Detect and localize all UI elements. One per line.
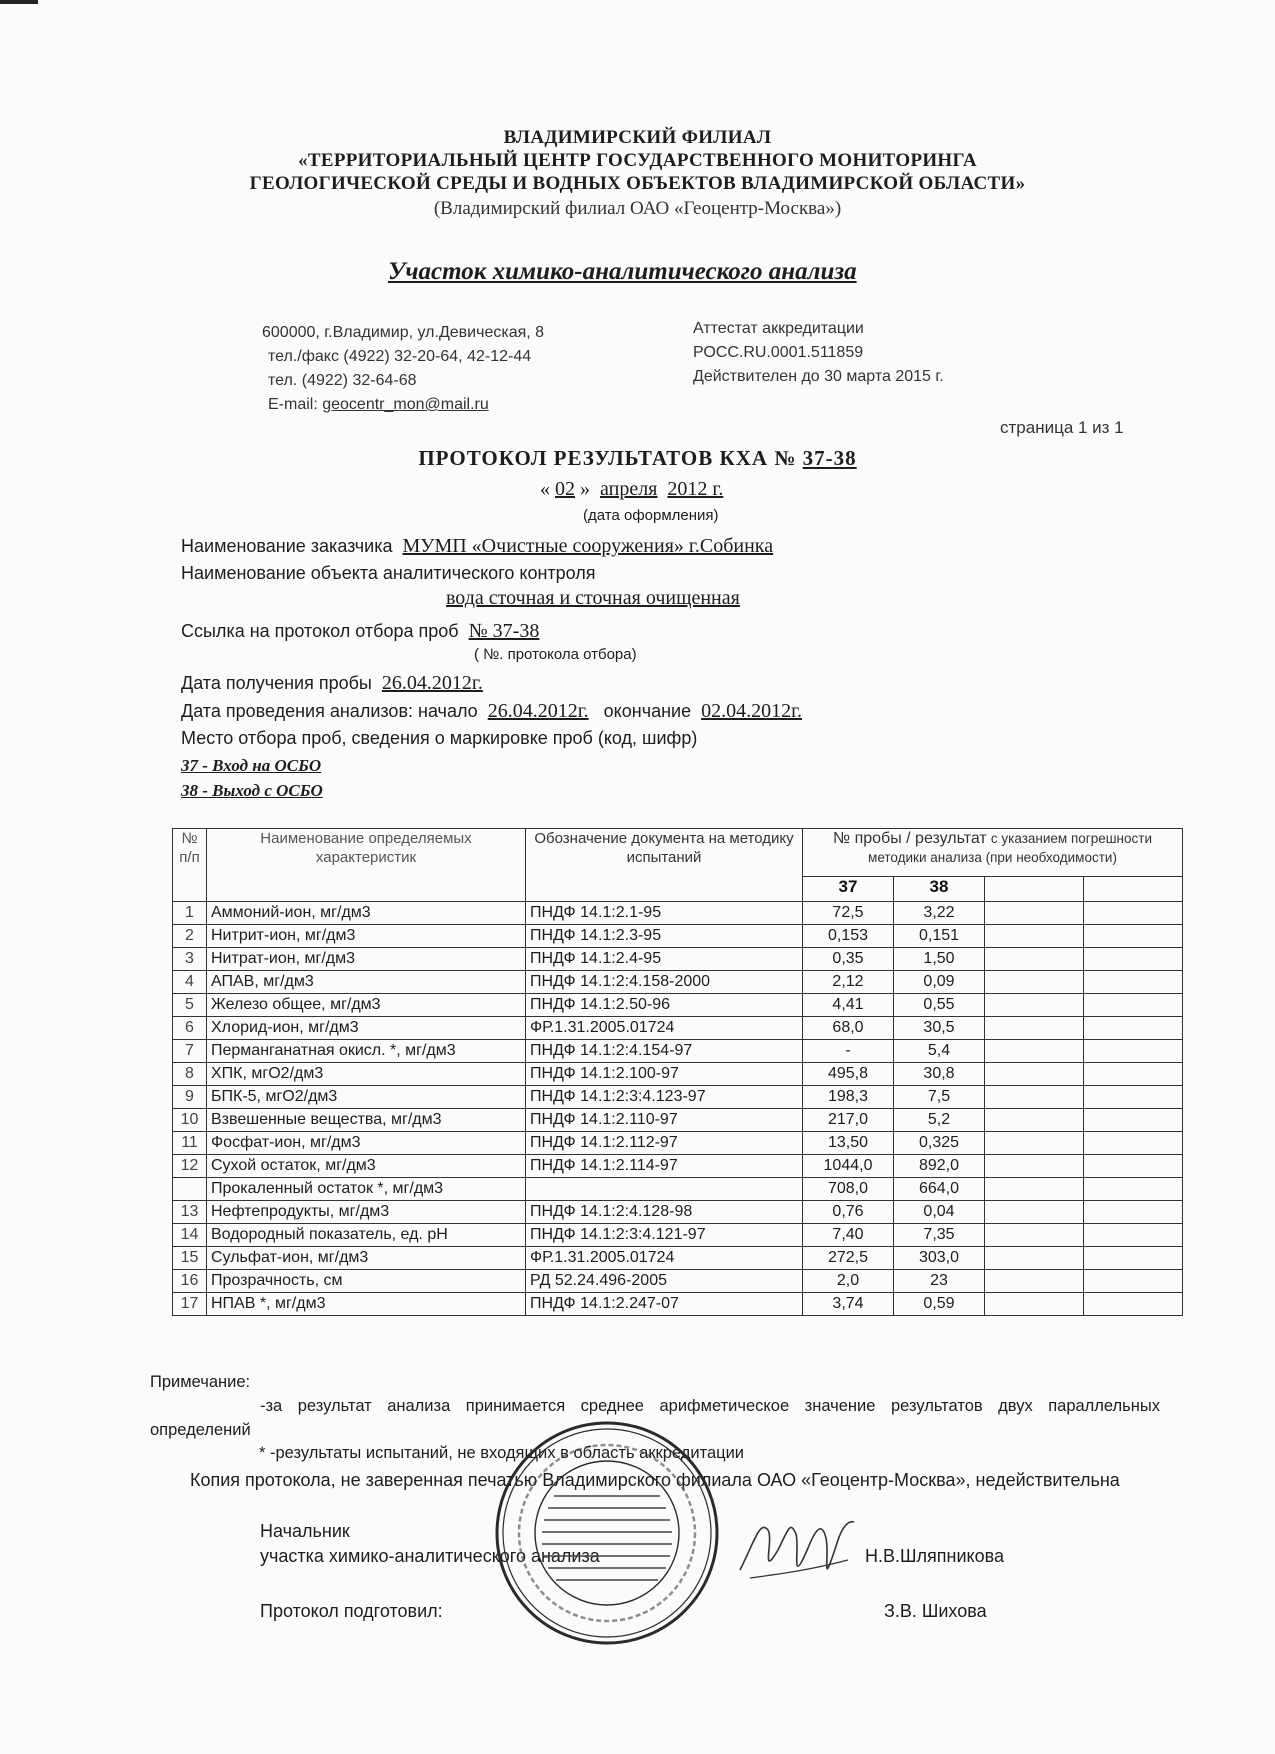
row-empty-2 [1084, 925, 1183, 948]
row-empty-2 [1084, 1155, 1183, 1178]
address-line-1: 600000, г.Владимир, ул.Девическая, 8 [262, 324, 545, 341]
row-empty-2 [1084, 902, 1183, 925]
row-empty-2 [1084, 1040, 1183, 1063]
row-method-doc: ПНДФ 14.1:2.247-07 [526, 1293, 803, 1316]
row-result-37: 72,5 [803, 902, 894, 925]
row-number [173, 1178, 207, 1201]
row-result-38: 303,0 [894, 1247, 985, 1270]
customer-row [181, 535, 773, 558]
row-result-37: 0,153 [803, 925, 894, 948]
row-empty-2 [1084, 948, 1183, 971]
table-row [173, 971, 1183, 994]
customer-label: Наименование заказчика [181, 536, 393, 556]
row-empty-2 [1084, 1017, 1183, 1040]
signature-mark [730, 1500, 860, 1610]
address-line-3: тел. (4922) 32-64-68 [268, 372, 417, 389]
row-method-doc: ПНДФ 14.1:2:3:4.121-97 [526, 1224, 803, 1247]
note-2: * -результаты испытаний, не входящих в область аккредитации [259, 1444, 745, 1462]
row-characteristic: Нефтепродукты, мг/дм3 [207, 1201, 526, 1224]
row-result-38: 23 [894, 1270, 985, 1293]
date-month: апреля [600, 478, 658, 500]
row-characteristic: Прозрачность, см [207, 1270, 526, 1293]
prepared-label: Протокол подготовил: [260, 1601, 443, 1621]
row-result-37: 4,41 [803, 994, 894, 1017]
table-row [173, 1017, 1183, 1040]
table-row [173, 1063, 1183, 1086]
table-row [173, 1109, 1183, 1132]
org-header-line-2: «ТЕРРИТОРИАЛЬНЫЙ ЦЕНТР ГОСУДАРСТВЕННОГО МОНИТОРИНГА [298, 150, 977, 171]
object-label: Наименование объекта аналитического контроля [181, 563, 596, 583]
row-method-doc: ФР.1.31.2005.01724 [526, 1017, 803, 1040]
received-row [181, 672, 483, 695]
row-number: 15 [173, 1247, 207, 1270]
note-1: -за результат анализа принимается среднее арифметическое значение результатов двух параллельных определений [150, 1397, 1160, 1439]
row-number: 4 [173, 971, 207, 994]
row-empty-1 [985, 1201, 1084, 1224]
address-line-2: тел./факс (4922) 32-20-64, 42-12-44 [268, 348, 532, 365]
row-method-doc: ПНДФ 14.1:2.100-97 [526, 1063, 803, 1086]
row-result-38: 0,04 [894, 1201, 985, 1224]
head-name: Н.В.Шляпникова [865, 1546, 1004, 1566]
row-method-doc: ПНДФ 14.1:2:4.128-98 [526, 1201, 803, 1224]
row-characteristic: Нитрит-ион, мг/дм3 [207, 925, 526, 948]
row-result-37: 3,74 [803, 1293, 894, 1316]
row-result-37: 7,40 [803, 1224, 894, 1247]
row-empty-2 [1084, 1270, 1183, 1293]
row-result-37: 0,76 [803, 1201, 894, 1224]
email-line [268, 396, 489, 414]
row-number: 6 [173, 1017, 207, 1040]
table-row [173, 1155, 1183, 1178]
row-empty-1 [985, 1224, 1084, 1247]
email-label: E-mail: [268, 396, 318, 413]
date-quote-open: « [540, 478, 550, 500]
row-characteristic: Нитрат-ион, мг/дм3 [207, 948, 526, 971]
row-method-doc [526, 1178, 803, 1201]
table-row [173, 925, 1183, 948]
row-result-37: 68,0 [803, 1017, 894, 1040]
row-empty-2 [1084, 1224, 1183, 1247]
head-title-2: участка химико-аналитического анализа [260, 1546, 600, 1566]
section-title: Участок химико-аналитического анализа [388, 258, 857, 285]
row-result-37: 2,0 [803, 1270, 894, 1293]
analysis-end-label: окончание [603, 701, 692, 721]
table-row [173, 1086, 1183, 1109]
row-empty-1 [985, 1086, 1084, 1109]
row-characteristic: Фосфат-ион, мг/дм3 [207, 1132, 526, 1155]
row-empty-1 [985, 971, 1084, 994]
analysis-label: Дата проведения анализов: начало [181, 701, 478, 721]
row-number: 16 [173, 1270, 207, 1293]
row-empty-2 [1084, 994, 1183, 1017]
row-characteristic: Взвешенные вещества, мг/дм3 [207, 1109, 526, 1132]
analysis-dates-row [181, 700, 802, 723]
row-result-38: 30,5 [894, 1017, 985, 1040]
row-method-doc: ПНДФ 14.1:2.110-97 [526, 1109, 803, 1132]
row-result-37: 495,8 [803, 1063, 894, 1086]
row-empty-2 [1084, 971, 1183, 994]
row-number: 8 [173, 1063, 207, 1086]
org-header-line-1: ВЛАДИМИРСКИЙ ФИЛИАЛ [503, 127, 772, 148]
row-empty-2 [1084, 1132, 1183, 1155]
row-characteristic: Прокаленный остаток *, мг/дм3 [207, 1178, 526, 1201]
row-method-doc: ПНДФ 14.1:2:4.154-97 [526, 1040, 803, 1063]
row-empty-1 [985, 994, 1084, 1017]
table-row [173, 902, 1183, 925]
row-empty-2 [1084, 1201, 1183, 1224]
table-row [173, 1247, 1183, 1270]
row-characteristic: ХПК, мгО2/дм3 [207, 1063, 526, 1086]
table-row [173, 1293, 1183, 1316]
row-result-38: 3,22 [894, 902, 985, 925]
accreditation-line-2: РОСС.RU.0001.511859 [693, 344, 864, 361]
row-empty-1 [985, 1155, 1084, 1178]
table-header-row [173, 829, 1183, 877]
table-row [173, 1178, 1183, 1201]
header-sample-38: 38 [894, 877, 985, 902]
protocol-title-text: ПРОТОКОЛ РЕЗУЛЬТАТОВ КХА № [418, 446, 797, 470]
row-result-37: 217,0 [803, 1109, 894, 1132]
sampling-ref-label: Ссылка на протокол отбора проб [181, 621, 459, 641]
received-value: 26.04.2012г. [381, 672, 483, 694]
row-number: 11 [173, 1132, 207, 1155]
row-method-doc: ПНДФ 14.1:2.3-95 [526, 925, 803, 948]
row-characteristic: Перманганатная окисл. *, мг/дм3 [207, 1040, 526, 1063]
customer-value: МУМП «Очистные сооружения» г.Собинка [402, 535, 774, 557]
row-method-doc: ПНДФ 14.1:2.114-97 [526, 1155, 803, 1178]
date-quote-close: » [580, 478, 590, 500]
header-name: Наименование определяемых характеристик [207, 829, 526, 902]
row-empty-1 [985, 1247, 1084, 1270]
row-characteristic: НПАВ *, мг/дм3 [207, 1293, 526, 1316]
row-empty-1 [985, 1040, 1084, 1063]
place-item-1: 37 - Вход на ОСБО [181, 756, 322, 775]
date-caption: (дата оформления) [583, 507, 719, 524]
row-empty-2 [1084, 1178, 1183, 1201]
date-year: 2012 г. [667, 478, 724, 500]
notes-label: Примечание: [150, 1373, 251, 1391]
row-number: 14 [173, 1224, 207, 1247]
row-number: 7 [173, 1040, 207, 1063]
header-results-prefix: № пробы / результат [832, 830, 987, 847]
row-characteristic: АПАВ, мг/дм3 [207, 971, 526, 994]
row-result-38: 0,09 [894, 971, 985, 994]
row-result-38: 0,59 [894, 1293, 985, 1316]
received-label: Дата получения пробы [181, 673, 372, 693]
results-table-body [173, 902, 1183, 1316]
copy-notice: Копия протокола, не заверенная печатью Владимирского филиала ОАО «Геоцентр-Москва», недействительна [190, 1470, 1120, 1490]
row-result-37: 1044,0 [803, 1155, 894, 1178]
row-result-38: 892,0 [894, 1155, 985, 1178]
row-method-doc: РД 52.24.496-2005 [526, 1270, 803, 1293]
header-results-suffix: с указанием погрешности методики анализа (при необходимости) [868, 831, 1152, 865]
head-title-1: Начальник [260, 1521, 350, 1541]
row-method-doc: ПНДФ 14.1:2.4-95 [526, 948, 803, 971]
row-characteristic: БПК-5, мгО2/дм3 [207, 1086, 526, 1109]
row-empty-2 [1084, 1086, 1183, 1109]
table-row [173, 1201, 1183, 1224]
row-number: 3 [173, 948, 207, 971]
row-empty-1 [985, 1132, 1084, 1155]
row-empty-1 [985, 1178, 1084, 1201]
row-result-38: 7,35 [894, 1224, 985, 1247]
table-row [173, 1132, 1183, 1155]
sampling-ref-value: № 37-38 [468, 620, 540, 642]
row-empty-1 [985, 902, 1084, 925]
place-label: Место отбора проб, сведения о маркировке проб (код, шифр) [181, 728, 698, 748]
protocol-title [0, 446, 1275, 471]
accreditation-line-3: Действителен до 30 марта 2015 г. [693, 368, 944, 385]
row-result-38: 664,0 [894, 1178, 985, 1201]
row-empty-1 [985, 1017, 1084, 1040]
row-number: 2 [173, 925, 207, 948]
row-number: 13 [173, 1201, 207, 1224]
row-result-37: 272,5 [803, 1247, 894, 1270]
row-characteristic: Хлорид-ион, мг/дм3 [207, 1017, 526, 1040]
row-method-doc: ФР.1.31.2005.01724 [526, 1247, 803, 1270]
row-characteristic: Железо общее, мг/дм3 [207, 994, 526, 1017]
row-method-doc: ПНДФ 14.1:2:3:4.123-97 [526, 1086, 803, 1109]
row-number: 1 [173, 902, 207, 925]
row-result-37: 2,12 [803, 971, 894, 994]
org-header-line-4: (Владимирский филиал ОАО «Геоцентр-Москва») [433, 198, 842, 219]
row-empty-1 [985, 1063, 1084, 1086]
row-empty-2 [1084, 1293, 1183, 1316]
analysis-start: 26.04.2012г. [487, 700, 589, 722]
date-day: 02 [555, 478, 575, 500]
prepared-name: З.В. Шихова [884, 1601, 987, 1621]
row-method-doc: ПНДФ 14.1:2:4.158-2000 [526, 971, 803, 994]
row-result-38: 30,8 [894, 1063, 985, 1086]
header-empty-1 [985, 877, 1084, 902]
org-header-line-3: ГЕОЛОГИЧЕСКОЙ СРЕДЫ И ВОДНЫХ ОБЪЕКТОВ ВЛАДИМИРСКОЙ ОБЛАСТИ» [249, 173, 1026, 194]
row-result-38: 0,55 [894, 994, 985, 1017]
row-result-38: 1,50 [894, 948, 985, 971]
row-result-38: 0,325 [894, 1132, 985, 1155]
row-characteristic: Водородный показатель, ед. pH [207, 1224, 526, 1247]
header-num: № п/п [173, 829, 207, 902]
row-number: 17 [173, 1293, 207, 1316]
scan-corner-mark [0, 0, 38, 4]
table-row [173, 1224, 1183, 1247]
row-empty-2 [1084, 1247, 1183, 1270]
row-empty-1 [985, 1270, 1084, 1293]
row-number: 12 [173, 1155, 207, 1178]
row-empty-1 [985, 948, 1084, 971]
sampling-ref-row [181, 620, 539, 643]
row-result-37: 0,35 [803, 948, 894, 971]
row-method-doc: ПНДФ 14.1:2.50-96 [526, 994, 803, 1017]
table-row [173, 994, 1183, 1017]
row-empty-1 [985, 1109, 1084, 1132]
row-characteristic: Сухой остаток, мг/дм3 [207, 1155, 526, 1178]
row-result-37: 708,0 [803, 1178, 894, 1201]
row-number: 5 [173, 994, 207, 1017]
official-stamp [492, 1418, 722, 1648]
accreditation-line-1: Аттестат аккредитации [693, 320, 864, 337]
protocol-date [540, 478, 723, 501]
place-item-2: 38 - Выход с ОСБО [181, 781, 323, 800]
row-empty-1 [985, 925, 1084, 948]
header-doc: Обозначение документа на методику испытаний [526, 829, 803, 902]
row-number: 10 [173, 1109, 207, 1132]
sampling-ref-caption: ( №. протокола отбора) [474, 646, 637, 663]
header-sample-37: 37 [803, 877, 894, 902]
results-table [172, 828, 1183, 1316]
row-characteristic: Сульфат-ион, мг/дм3 [207, 1247, 526, 1270]
row-result-37: - [803, 1040, 894, 1063]
table-row [173, 1270, 1183, 1293]
row-result-38: 5,4 [894, 1040, 985, 1063]
object-value: вода сточная и сточная очищенная [446, 587, 740, 609]
email-link[interactable]: geocentr_mon@mail.ru [322, 396, 489, 413]
page-indicator: страница 1 из 1 [1000, 418, 1124, 437]
row-number: 9 [173, 1086, 207, 1109]
row-result-38: 0,151 [894, 925, 985, 948]
table-row [173, 948, 1183, 971]
row-result-38: 5,2 [894, 1109, 985, 1132]
row-method-doc: ПНДФ 14.1:2.1-95 [526, 902, 803, 925]
analysis-end: 02.04.2012г. [701, 700, 803, 722]
row-characteristic: Аммоний-ион, мг/дм3 [207, 902, 526, 925]
row-empty-2 [1084, 1063, 1183, 1086]
row-empty-1 [985, 1293, 1084, 1316]
row-empty-2 [1084, 1109, 1183, 1132]
protocol-number: 37-38 [802, 446, 857, 470]
row-method-doc: ПНДФ 14.1:2.112-97 [526, 1132, 803, 1155]
row-result-37: 198,3 [803, 1086, 894, 1109]
row-result-37: 13,50 [803, 1132, 894, 1155]
header-results [803, 829, 1183, 877]
table-row [173, 1040, 1183, 1063]
row-result-38: 7,5 [894, 1086, 985, 1109]
header-empty-2 [1084, 877, 1183, 902]
